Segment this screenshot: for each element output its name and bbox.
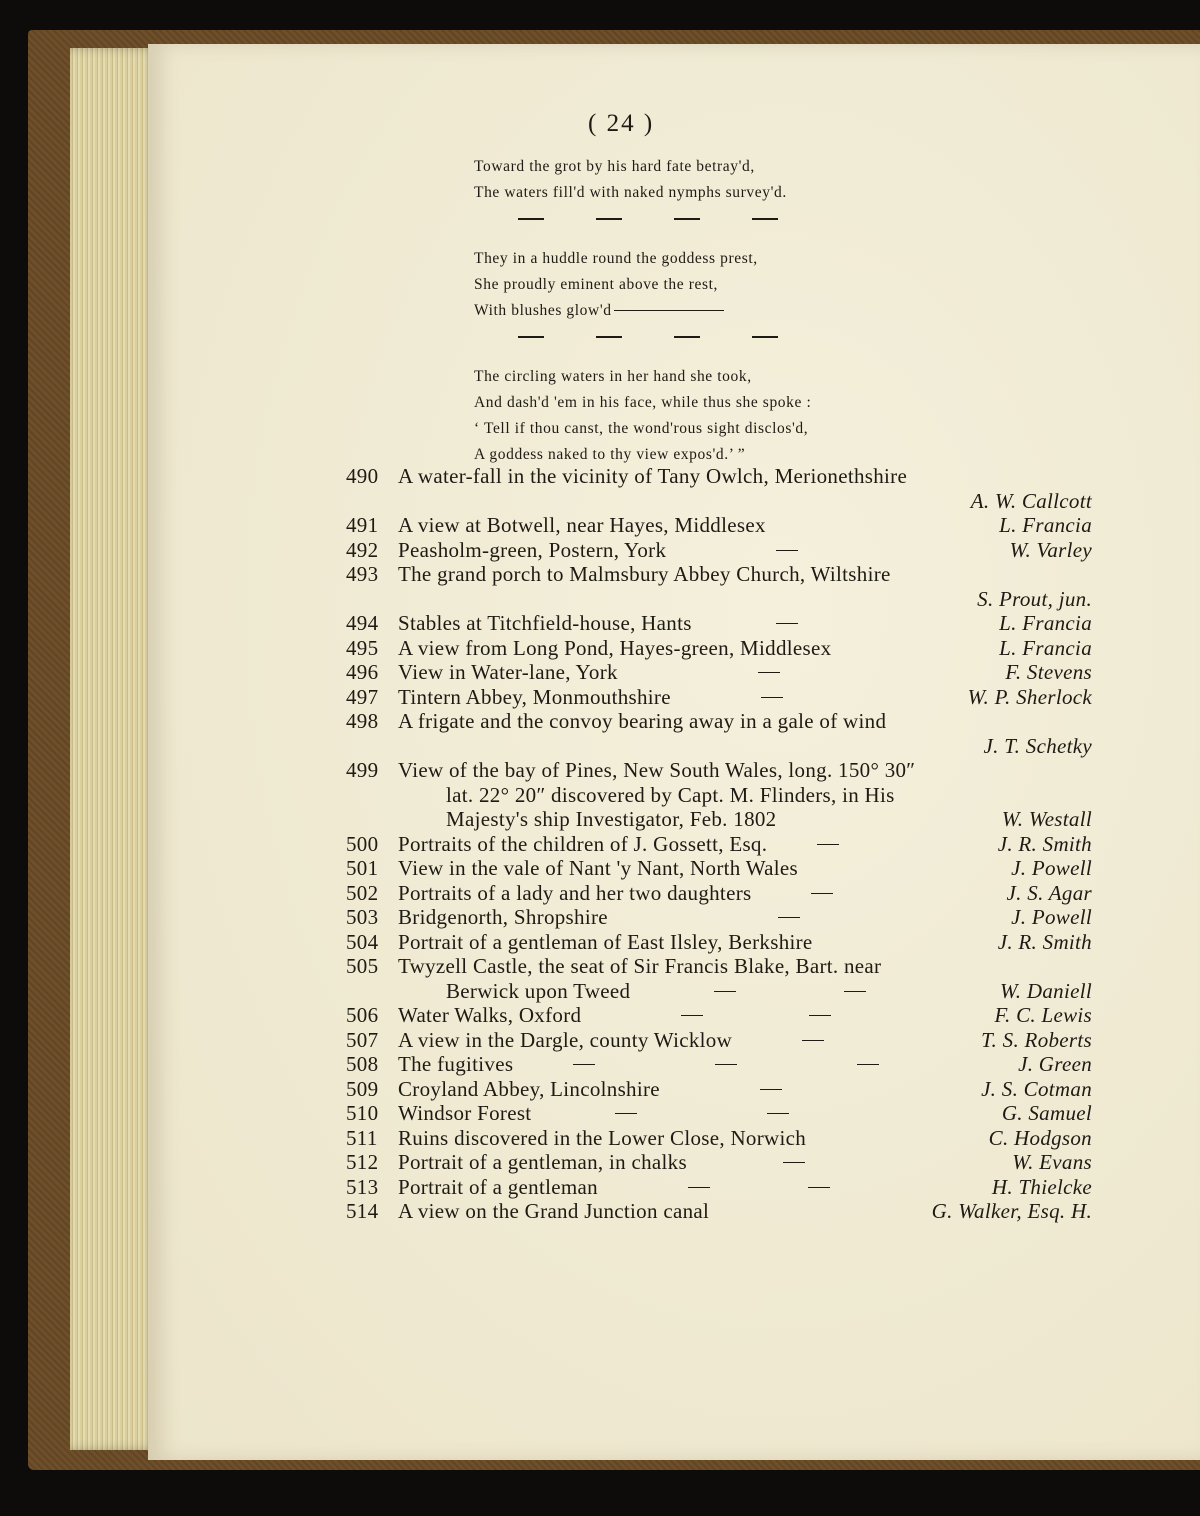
catalog-entry — [346, 1126, 1098, 1151]
dash-separator — [715, 1064, 737, 1065]
catalog-entry — [346, 562, 1098, 611]
verse-line — [474, 298, 1074, 324]
dash-separator — [681, 1015, 703, 1016]
catalog-entry — [346, 685, 1098, 710]
entry-artist: W. P. Sherlock — [967, 684, 1092, 709]
entry-number: 490 — [346, 464, 379, 488]
entry-number: 493 — [346, 562, 379, 586]
entry-title: Portrait of a gentleman of East Ilsley, Berkshire — [398, 929, 813, 954]
entry-artist: G. Samuel — [1001, 1101, 1092, 1125]
entry-artist: J. S. Agar — [1006, 880, 1092, 905]
dash-separator — [809, 1015, 831, 1016]
dash-separator — [783, 1162, 805, 1163]
catalog-entry — [346, 758, 1098, 832]
entry-title: View in the vale of Nant 'y Nant, North Wales — [398, 856, 799, 880]
dash-separator — [802, 1040, 824, 1041]
dash-separator — [778, 917, 800, 918]
verse-line: And dash'd 'em in his face, while thus she spoke : — [474, 394, 812, 411]
dash-separator — [573, 1064, 595, 1065]
verse-separator — [474, 324, 1074, 350]
entry-title: A view from Long Pond, Hayes-green, Middlesex — [398, 635, 832, 660]
catalog-entry — [346, 1052, 1098, 1077]
entry-number: 511 — [346, 1125, 378, 1150]
catalog-entry — [346, 709, 1098, 758]
entry-artist: T. S. Roberts — [981, 1027, 1092, 1052]
entry-number: 500 — [346, 831, 379, 856]
entry-number: 504 — [346, 929, 379, 954]
entry-title: Ruins discovered in the Lower Close, Norwich — [398, 1125, 807, 1150]
entry-title: A view in the Dargle, county Wicklow — [398, 1027, 733, 1052]
dash-separator — [844, 991, 866, 992]
entry-artist: G. Walker, Esq. H. — [931, 1199, 1092, 1223]
catalog-list — [346, 464, 1098, 1224]
verse-line: A goddess naked to thy view expos'd.’ ” — [474, 446, 746, 463]
entry-title: Stables at Titchfield-house, Hants — [398, 611, 692, 635]
entry-title-continued: lat. 22° 20″ discovered by Capt. M. Flinders, in His — [446, 782, 895, 807]
catalog-entry — [346, 881, 1098, 906]
verse-block — [474, 154, 1074, 468]
verse-line: ‘ Tell if thou canst, the wond'rous sight disclos'd, — [474, 420, 809, 437]
entry-number: 508 — [346, 1052, 379, 1076]
catalog-entry — [346, 1101, 1098, 1126]
catalog-entry — [346, 1150, 1098, 1175]
entry-title-continued — [346, 979, 1098, 1004]
entry-number: 501 — [346, 856, 379, 880]
catalog-entry — [346, 954, 1098, 1003]
entry-number: 513 — [346, 1174, 379, 1199]
entry-artist: W. Daniell — [999, 978, 1092, 1003]
entry-artist: J. R. Smith — [997, 831, 1092, 856]
entry-number: 499 — [346, 758, 379, 782]
entry-artist: J. S. Cotman — [981, 1076, 1092, 1101]
catalog-entry — [346, 1199, 1098, 1224]
page-edges — [70, 48, 160, 1450]
entry-title: Tintern Abbey, Monmouthshire — [398, 684, 671, 709]
entry-number: 492 — [346, 537, 379, 562]
catalog-entry — [346, 856, 1098, 881]
verse-line: The circling waters in her hand she took, — [474, 368, 752, 385]
entry-title: Peasholm-green, Postern, York — [398, 537, 667, 562]
entry-title-continued-text: Berwick upon Tweed — [446, 978, 631, 1003]
entry-number: 498 — [346, 709, 379, 733]
entry-artist: J. Powell — [1011, 905, 1092, 929]
entry-title-continued-text: Majesty's ship Investigator, Feb. 1802 — [446, 807, 777, 831]
dash-separator — [857, 1064, 879, 1065]
entry-number: 512 — [346, 1150, 379, 1174]
catalog-entry — [346, 660, 1098, 685]
entry-title: Croyland Abbey, Lincolnshire — [398, 1076, 660, 1101]
entry-title: Windsor Forest — [398, 1101, 532, 1125]
catalog-entry — [346, 1003, 1098, 1028]
entry-artist: L. Francia — [999, 611, 1092, 635]
verse-line-text: With blushes glow'd — [474, 302, 612, 319]
entry-number: 514 — [346, 1199, 379, 1223]
entry-artist: A. W. Callcott — [970, 488, 1092, 513]
dash-separator — [811, 893, 833, 894]
entry-number: 495 — [346, 635, 379, 660]
entry-title: A frigate and the convoy bearing away in a gale of wind — [398, 709, 887, 733]
verse-line: Toward the grot by his hard fate betray'd, — [474, 158, 755, 175]
entry-number: 505 — [346, 954, 379, 978]
entry-artist: J. Powell — [1011, 856, 1092, 880]
entry-title: Portrait of a gentleman — [398, 1174, 598, 1199]
dash-separator — [758, 672, 780, 673]
catalog-entry — [346, 513, 1098, 538]
entry-artist: J. Green — [1018, 1052, 1092, 1076]
entry-title: Twyzell Castle, the seat of Sir Francis Blake, Bart. near — [398, 954, 882, 978]
entry-number: 509 — [346, 1076, 379, 1101]
entry-artist: W. Westall — [1001, 807, 1092, 831]
entry-title: The grand porch to Malmsbury Abbey Church, Wiltshire — [398, 562, 891, 586]
entry-artist: L. Francia — [999, 513, 1092, 537]
entry-title-continued — [346, 807, 1098, 832]
verse-separator — [474, 206, 1074, 232]
entry-title: View of the bay of Pines, New South Wales, long. 150° 30″ — [398, 758, 916, 782]
dash-separator — [817, 844, 839, 845]
catalog-entry — [346, 464, 1098, 513]
entry-artist: S. Prout, jun. — [977, 586, 1092, 611]
entry-title: A view on the Grand Junction canal — [398, 1199, 710, 1223]
entry-artist: H. Thielcke — [991, 1174, 1092, 1199]
catalog-entry — [346, 905, 1098, 930]
verse-line: She proudly eminent above the rest, — [474, 276, 718, 293]
entry-artist: J. T. Schetky — [983, 733, 1092, 758]
dash-separator — [714, 991, 736, 992]
verse-line: They in a huddle round the goddess prest, — [474, 250, 758, 267]
entry-number: 507 — [346, 1027, 379, 1052]
dash-separator — [776, 550, 798, 551]
entry-number: 494 — [346, 611, 379, 635]
entry-number: 491 — [346, 513, 379, 537]
verse-line: The waters fill'd with naked nymphs survey'd. — [474, 184, 787, 201]
entry-artist: C. Hodgson — [988, 1125, 1092, 1150]
dash-separator — [615, 1113, 637, 1114]
catalog-entry — [346, 611, 1098, 636]
entry-number: 497 — [346, 684, 379, 709]
dash-separator — [767, 1113, 789, 1114]
entry-artist: J. R. Smith — [997, 929, 1092, 954]
entry-title: Bridgenorth, Shropshire — [398, 905, 608, 929]
entry-artist: W. Varley — [1009, 537, 1092, 562]
catalog-entry — [346, 538, 1098, 563]
entry-artist: F. Stevens — [1005, 660, 1092, 684]
verse-rule — [614, 310, 724, 311]
catalog-entry — [346, 636, 1098, 661]
entry-artist: L. Francia — [999, 635, 1092, 660]
catalog-entry — [346, 1028, 1098, 1053]
entry-artist: F. C. Lewis — [994, 1003, 1092, 1027]
entry-number: 502 — [346, 880, 379, 905]
entry-number: 503 — [346, 905, 379, 929]
entry-title: View in Water-lane, York — [398, 660, 618, 684]
entry-number: 510 — [346, 1101, 379, 1125]
entry-title: Portraits of a lady and her two daughters — [398, 880, 752, 905]
page-number: ( 24 ) — [588, 110, 655, 137]
dash-separator — [761, 697, 783, 698]
catalog-entry — [346, 1175, 1098, 1200]
entry-number: 506 — [346, 1003, 379, 1027]
entry-artist: W. Evans — [1012, 1150, 1092, 1174]
catalog-entry — [346, 832, 1098, 857]
dash-separator — [688, 1187, 710, 1188]
dash-separator — [808, 1187, 830, 1188]
catalog-entry — [346, 1077, 1098, 1102]
entry-number: 496 — [346, 660, 379, 684]
dash-separator — [776, 623, 798, 624]
entry-title: Water Walks, Oxford — [398, 1003, 582, 1027]
entry-title: The fugitives — [398, 1052, 514, 1076]
catalog-entry — [346, 930, 1098, 955]
book-page — [148, 44, 1200, 1460]
entry-title: A water-fall in the vicinity of Tany Owlch, Merionethshire — [398, 464, 908, 488]
entry-title: Portraits of the children of J. Gossett, Esq. — [398, 831, 768, 856]
entry-title: Portrait of a gentleman, in chalks — [398, 1150, 687, 1174]
entry-title: A view at Botwell, near Hayes, Middlesex — [398, 513, 766, 537]
dash-separator — [760, 1089, 782, 1090]
